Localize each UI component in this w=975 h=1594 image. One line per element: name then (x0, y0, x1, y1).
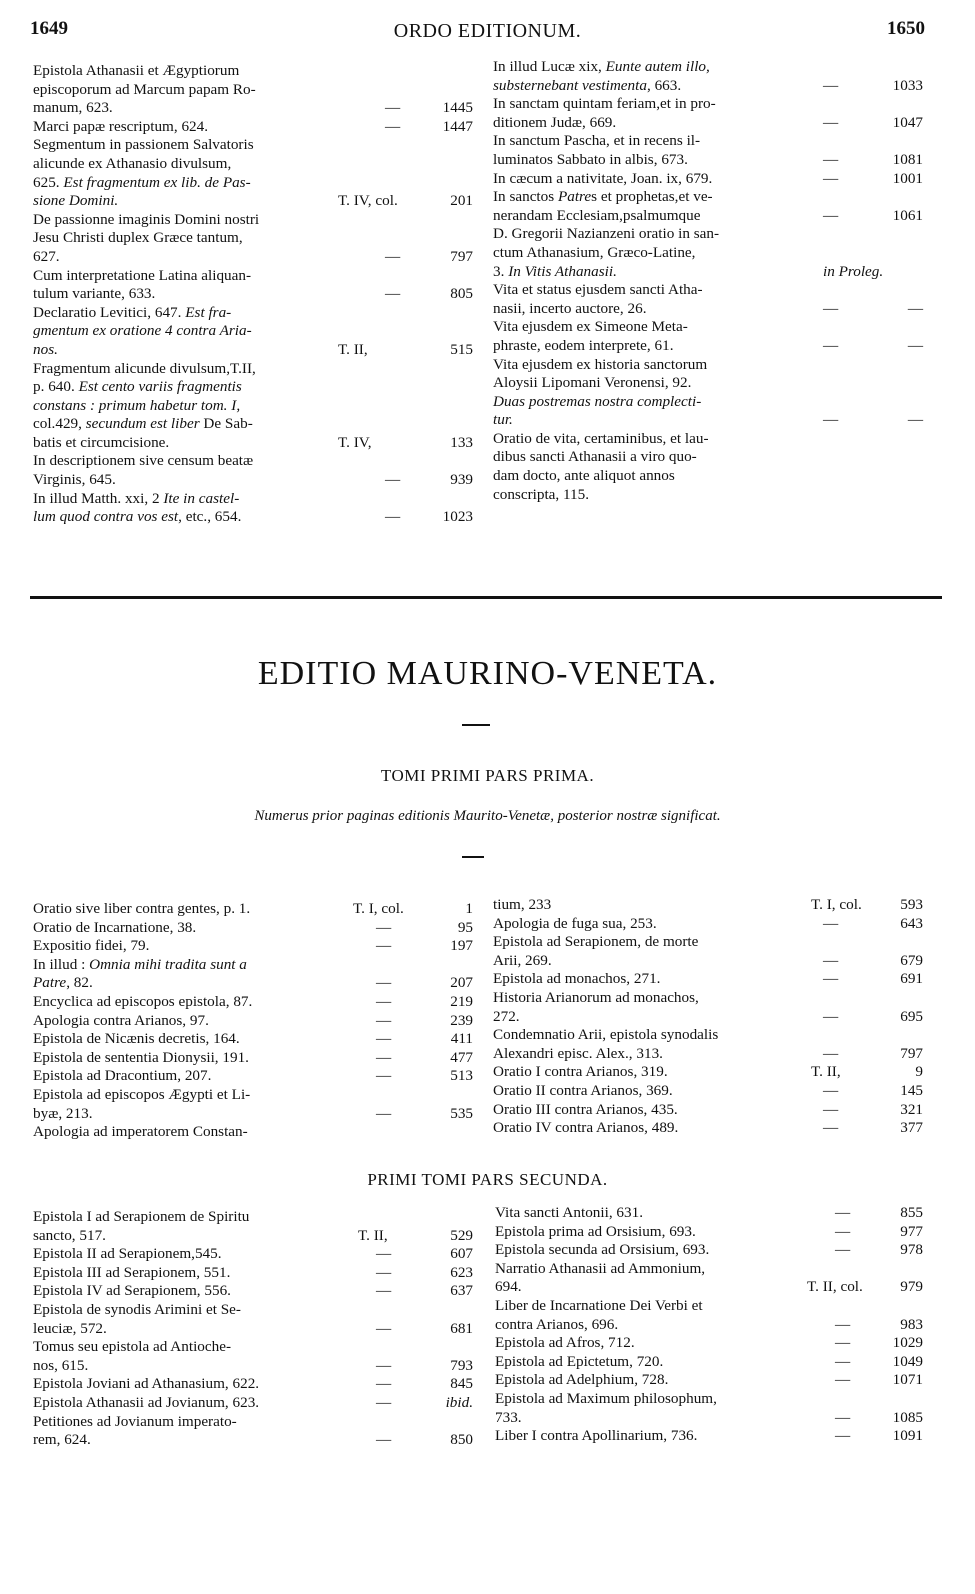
entry-title: Epistola Athanasii et Ægyptiorum episcoporum ad Marcum papam Ro- manum, 623. (33, 62, 256, 117)
column-number: 983 (900, 1315, 923, 1333)
column-number: 805 (450, 285, 473, 303)
index-entry (33, 118, 473, 137)
ditto-dash: — (376, 1319, 392, 1337)
ditto-dash: — (823, 336, 839, 354)
column-number: 1 (465, 900, 473, 917)
index-entry (33, 993, 473, 1012)
entry-title: In illud Matth. xxi, 2 Ite in castel- lum quod contra vos est, etc., 654. (33, 489, 242, 526)
top-left-column (33, 62, 473, 527)
index-entry (495, 1390, 923, 1427)
left-page-number: 1649 (30, 18, 68, 39)
column-number: 377 (900, 1119, 923, 1137)
ditto-dash: — (823, 1081, 839, 1099)
tome-reference: T. II, (338, 340, 368, 358)
index-entry (493, 132, 923, 169)
index-entry (33, 360, 473, 453)
index-entry (493, 989, 923, 1026)
entry-title: Oratio de Incarnatione, 38. (33, 918, 197, 936)
entry-title: In descriptionem sive censum beatæ Virginis, 645. (33, 452, 254, 489)
index-entry (33, 1067, 473, 1086)
entry-title: Narratio Athanasii ad Ammonium, 694. (495, 1259, 706, 1296)
ditto-dash: — (823, 970, 839, 988)
entry-title: Marci papæ rescriptum, 624. (33, 117, 209, 135)
tome-reference: in Proleg. (823, 262, 884, 280)
ditto-dash: — (835, 1427, 851, 1445)
index-entry (33, 1049, 473, 1068)
entry-title: Epistola de synodis Arimini et Se- leuciæ, 572. (33, 1300, 241, 1337)
ditto-dash: — (823, 1119, 839, 1137)
entry-title: Epistola ad Epictetum, 720. (495, 1352, 664, 1370)
entry-title: Epistola ad Adelphium, 728. (495, 1371, 669, 1389)
column-number: 1033 (892, 76, 923, 94)
entry-title: In illud Lucæ xix, Eunte autem illo, substernebant vestimenta, 663. (493, 58, 710, 94)
entry-title: Epistola prima ad Orsisium, 693. (495, 1222, 696, 1240)
ditto-dash: — (823, 1044, 839, 1062)
entry-title: Petitiones ad Jovianum imperato- rem, 624. (33, 1412, 237, 1449)
index-entry (493, 356, 923, 430)
column-number: 535 (450, 1104, 473, 1122)
part2-left-column (33, 1208, 473, 1450)
entry-title: Epistola IV ad Serapionem, 556. (33, 1282, 231, 1300)
column-number: 793 (450, 1356, 473, 1374)
entry-title: Vita ejusdem ex historia sanctorum Aloysii Lipomani Veronensi, 92. Duas postremas nostra complecti- tur. (493, 355, 708, 429)
index-entry (33, 136, 473, 210)
index-entry (493, 318, 923, 355)
ditto-dash: — (376, 1048, 392, 1066)
ditto-dash: — (376, 1356, 392, 1374)
entry-title: Apologia ad imperatorem Constan- (33, 1123, 248, 1141)
column-number: ibid. (445, 1393, 473, 1411)
column-number: 845 (450, 1375, 473, 1393)
index-entry (33, 1282, 473, 1301)
column-number: — (907, 299, 923, 317)
part1-right-column (493, 896, 923, 1138)
ditto-dash: — (823, 206, 839, 224)
index-entry (493, 188, 923, 225)
ditto-dash: — (835, 1241, 851, 1259)
ditto-dash: — (385, 471, 401, 489)
entry-title: Epistola Athanasii ad Jovianum, 623. (33, 1393, 260, 1411)
column-number: 197 (450, 937, 473, 955)
column-number: 643 (900, 914, 923, 932)
index-entry (493, 970, 923, 989)
entry-title: Oratio I contra Arianos, 319. (493, 1063, 668, 1081)
part1-note: Numerus prior paginas editionis Maurito-Venetæ, posterior nostræ significat. (254, 808, 721, 824)
index-entry (33, 62, 473, 118)
column-number: 1091 (892, 1427, 923, 1445)
index-entry (495, 1297, 923, 1334)
ditto-dash: — (385, 99, 401, 117)
ditto-dash: — (823, 169, 839, 187)
entry-title: In sanctam quintam feriam,et in pro- ditionem Judæ, 669. (493, 95, 716, 131)
entry-title: Vita ejusdem ex Simeone Meta- phraste, eodem interprete, 61. (493, 318, 688, 354)
index-entry (493, 225, 923, 281)
entry-title: Segmentum in passionem Salvatoris alicunde ex Athanasio divulsum, 625. Est fragmentum ex lib. de Pas- sione Domini. (33, 136, 254, 210)
index-entry (493, 281, 923, 318)
index-entry (33, 937, 473, 956)
entry-title: Apologia contra Arianos, 97. (33, 1011, 209, 1029)
ditto-dash: — (376, 918, 392, 936)
column-number: 850 (450, 1431, 473, 1449)
index-entry (33, 490, 473, 527)
ditto-dash: — (835, 1408, 851, 1426)
column-number: 978 (900, 1241, 923, 1259)
index-entry (33, 1394, 473, 1413)
ditto-dash: — (376, 1431, 392, 1449)
ditto-dash: — (376, 1030, 392, 1048)
tome-reference: T. I, col. (353, 900, 404, 917)
index-entry (33, 1012, 473, 1031)
ditto-dash: — (385, 247, 401, 265)
index-entry (33, 1375, 473, 1394)
tome-reference: T. I, col. (811, 896, 862, 913)
entry-title: In cæcum a nativitate, Joan. ix, 679. (493, 169, 713, 187)
part2-title: PRIMI TOMI PARS SECUNDA. (367, 1170, 608, 1189)
index-entry (495, 1334, 923, 1353)
column-number: 513 (450, 1067, 473, 1085)
index-entry (33, 956, 473, 993)
column-number: 1445 (442, 99, 473, 117)
column-number: 9 (915, 1063, 923, 1081)
ditto-dash: — (835, 1371, 851, 1389)
ditto-dash: — (823, 150, 839, 168)
index-entry (33, 1086, 473, 1123)
index-entry (33, 211, 473, 267)
top-right-column (493, 58, 923, 504)
ditto-dash: — (823, 411, 839, 429)
index-entry (495, 1241, 923, 1260)
index-entry (495, 1260, 923, 1297)
entry-title: Oratio sive liber contra gentes, p. 1. (33, 900, 251, 917)
column-number: 1029 (892, 1334, 923, 1352)
column-number: 855 (900, 1204, 923, 1221)
short-rule-2 (462, 856, 484, 858)
ditto-dash: — (385, 508, 401, 526)
entry-title: Liber de Incarnatione Dei Verbi et contra Arianos, 696. (495, 1296, 703, 1333)
index-entry (493, 95, 923, 132)
entry-title: Expositio fidei, 79. (33, 937, 150, 955)
entry-title: Liber I contra Apollinarium, 736. (495, 1427, 698, 1445)
index-entry (33, 304, 473, 360)
ditto-dash: — (835, 1315, 851, 1333)
entry-title: In sanctum Pascha, et in recens il- luminatos Sabbato in albis, 673. (493, 132, 701, 168)
entry-title: Vita et status ejusdem sancti Atha- nasii, incerto auctore, 26. (493, 281, 703, 317)
index-entry (33, 1338, 473, 1375)
entry-title: Epistola ad episcopos Ægypti et Li- byæ, 213. (33, 1085, 251, 1122)
ditto-dash: — (835, 1334, 851, 1352)
entry-title: Epistola I ad Serapionem de Spiritu sancto, 517. (33, 1208, 250, 1244)
index-entry (493, 896, 923, 915)
part2-right-column (495, 1204, 923, 1446)
entry-title: Vita sancti Antonii, 631. (495, 1204, 643, 1221)
index-entry (493, 915, 923, 934)
entry-title: Epistola ad Dracontium, 207. (33, 1067, 212, 1085)
column-number: 321 (900, 1100, 923, 1118)
ditto-dash: — (376, 974, 392, 992)
entry-title: Declaratio Levitici, 647. Est fra- gmentum ex oratione 4 contra Aria- nos. (33, 303, 252, 358)
ditto-dash: — (376, 1011, 392, 1029)
column-number: 1447 (442, 117, 473, 135)
entry-title: Oratio II contra Arianos, 369. (493, 1081, 673, 1099)
column-number: 679 (900, 951, 923, 969)
ditto-dash: — (823, 1100, 839, 1118)
index-entry (493, 1101, 923, 1120)
entry-title: Epistola ad Serapionem, de morte Arii, 269. (493, 933, 699, 969)
column-number: 239 (450, 1011, 473, 1029)
index-entry (33, 1413, 473, 1450)
ditto-dash: — (823, 299, 839, 317)
ditto-dash: — (376, 1393, 392, 1411)
tome-reference: T. IV, (338, 433, 372, 451)
entry-title: Condemnatio Arii, epistola synodalis Alexandri episc. Alex., 313. (493, 1026, 719, 1062)
index-entry (493, 1119, 923, 1138)
ditto-dash: — (376, 1067, 392, 1085)
column-number: 1047 (892, 113, 923, 131)
column-number: 691 (900, 970, 923, 988)
index-entry (33, 267, 473, 304)
column-number: 979 (900, 1278, 923, 1296)
column-number: 607 (450, 1245, 473, 1263)
column-number: 797 (900, 1044, 923, 1062)
column-number: 1001 (892, 169, 923, 187)
section-divider-rule (30, 596, 942, 599)
part1-title: TOMI PRIMI PARS PRIMA. (380, 766, 595, 785)
entry-title: Epistola secunda ad Orsisium, 693. (495, 1241, 710, 1259)
column-number: — (907, 336, 923, 354)
ditto-dash: — (376, 992, 392, 1010)
column-number: 1049 (892, 1352, 923, 1370)
column-number: 145 (900, 1081, 923, 1099)
ditto-dash: — (823, 951, 839, 969)
column-number: 95 (457, 918, 473, 936)
column-number: 201 (450, 192, 473, 210)
index-entry (33, 900, 473, 919)
entry-title: In illud : Omnia mihi tradita sunt a Patre, 82. (33, 955, 247, 992)
entry-title: Epistola de Nicænis decretis, 164. (33, 1030, 240, 1048)
ditto-dash: — (376, 1245, 392, 1263)
entry-title: Encyclica ad episcopos epistola, 87. (33, 992, 253, 1010)
ditto-dash: — (823, 1007, 839, 1025)
right-page-number: 1650 (887, 18, 925, 39)
entry-title: Apologia de fuga sua, 253. (493, 914, 657, 932)
entry-title: Epistola de sententia Dionysii, 191. (33, 1048, 249, 1066)
index-entry (493, 58, 923, 95)
entry-title: D. Gregorii Nazianzeni oratio in san- ctum Athanasium, Græco-Latine, 3. In Vitis Athanasii. (493, 225, 720, 280)
ditto-dash: — (835, 1222, 851, 1240)
column-number: 593 (900, 896, 923, 913)
running-title: ORDO EDITIONUM. (393, 20, 582, 42)
ditto-dash: — (823, 76, 839, 94)
index-entry (493, 1082, 923, 1101)
column-number: 477 (450, 1048, 473, 1066)
index-entry (33, 1208, 473, 1245)
entry-title: tium, 233 (493, 896, 552, 913)
ditto-dash: — (376, 1263, 392, 1281)
tome-reference: T. II, col. (807, 1278, 863, 1296)
ditto-dash: — (376, 1282, 392, 1300)
column-number: 411 (450, 1030, 473, 1048)
ditto-dash: — (823, 113, 839, 131)
column-number: 977 (900, 1222, 923, 1240)
index-entry (495, 1204, 923, 1223)
index-entry (33, 1123, 473, 1142)
entry-title: Tomus seu epistola ad Antioche- nos, 615. (33, 1338, 232, 1374)
section-title: EDITIO MAURINO-VENETA. (257, 655, 718, 692)
column-number: 797 (450, 247, 473, 265)
entry-title: In sanctos Patres et prophetas,et ve- nerandam Ecclesiam,psalmumque (493, 188, 713, 224)
index-entry (493, 430, 923, 504)
column-number: 623 (450, 1263, 473, 1281)
column-number: 1071 (892, 1371, 923, 1389)
index-entry (495, 1371, 923, 1390)
entry-title: Historia Arianorum ad monachos, 272. (493, 988, 699, 1025)
index-entry (495, 1427, 923, 1446)
column-number: 207 (450, 974, 473, 992)
ditto-dash: — (823, 914, 839, 932)
column-number: 939 (450, 471, 473, 489)
entry-title: Oratio de vita, certaminibus, et lau- dibus sancti Athanasii a viro quo- dam docto, ante aliquot annos conscripta, 115. (493, 429, 709, 503)
entry-title: Oratio IV contra Arianos, 489. (493, 1119, 679, 1137)
entry-title: Epistola ad monachos, 271. (493, 970, 661, 988)
column-number: — (907, 411, 923, 429)
column-number: 1023 (442, 508, 473, 526)
entry-title: De passionne imaginis Domini nostri Jesu Christi duplex Græce tantum, 627. (33, 210, 260, 265)
ditto-dash: — (376, 937, 392, 955)
ditto-dash: — (835, 1204, 851, 1221)
index-entry (493, 933, 923, 970)
index-entry (33, 1264, 473, 1283)
index-entry (33, 1030, 473, 1049)
column-number: 529 (450, 1226, 473, 1244)
column-number: 681 (450, 1319, 473, 1337)
index-entry (493, 1026, 923, 1063)
index-entry (493, 1063, 923, 1082)
tome-reference: T. II, (811, 1063, 841, 1081)
short-rule (462, 724, 490, 726)
ditto-dash: — (376, 1104, 392, 1122)
column-number: 219 (450, 992, 473, 1010)
entry-title: Epistola II ad Serapionem,545. (33, 1245, 222, 1263)
index-entry (493, 170, 923, 189)
entry-title: Cum interpretatione Latina aliquan- tulum variante, 633. (33, 266, 252, 303)
column-number: 637 (450, 1282, 473, 1300)
ditto-dash: — (376, 1375, 392, 1393)
column-number: 695 (900, 1007, 923, 1025)
column-number: 1081 (892, 150, 923, 168)
entry-title: Epistola Joviani ad Athanasium, 622. (33, 1375, 260, 1393)
index-entry (495, 1353, 923, 1372)
column-number: 1061 (892, 206, 923, 224)
entry-title: Epistola III ad Serapionem, 551. (33, 1263, 231, 1281)
tome-reference: T. IV, col. (338, 192, 398, 210)
column-number: 515 (450, 340, 473, 358)
tome-reference: T. II, (358, 1226, 388, 1244)
index-entry (33, 919, 473, 938)
index-entry (495, 1223, 923, 1242)
entry-title: Epistola ad Maximum philosophum, 733. (495, 1389, 717, 1426)
index-entry (33, 452, 473, 489)
entry-title: Oratio III contra Arianos, 435. (493, 1100, 678, 1118)
part1-left-column (33, 900, 473, 1142)
index-entry (33, 1301, 473, 1338)
ditto-dash: — (835, 1352, 851, 1370)
column-number: 133 (450, 433, 473, 451)
column-number: 1085 (892, 1408, 923, 1426)
ditto-dash: — (385, 285, 401, 303)
ditto-dash: — (385, 117, 401, 135)
index-entry (33, 1245, 473, 1264)
entry-title: Fragmentum alicunde divulsum,T.II, p. 640. Est cento variis fragmentis constans : primum habetur tom. I, col.429, secundum est liber De Sab- batis et circumcisione. (33, 359, 256, 451)
entry-title: Epistola ad Afros, 712. (495, 1334, 635, 1352)
